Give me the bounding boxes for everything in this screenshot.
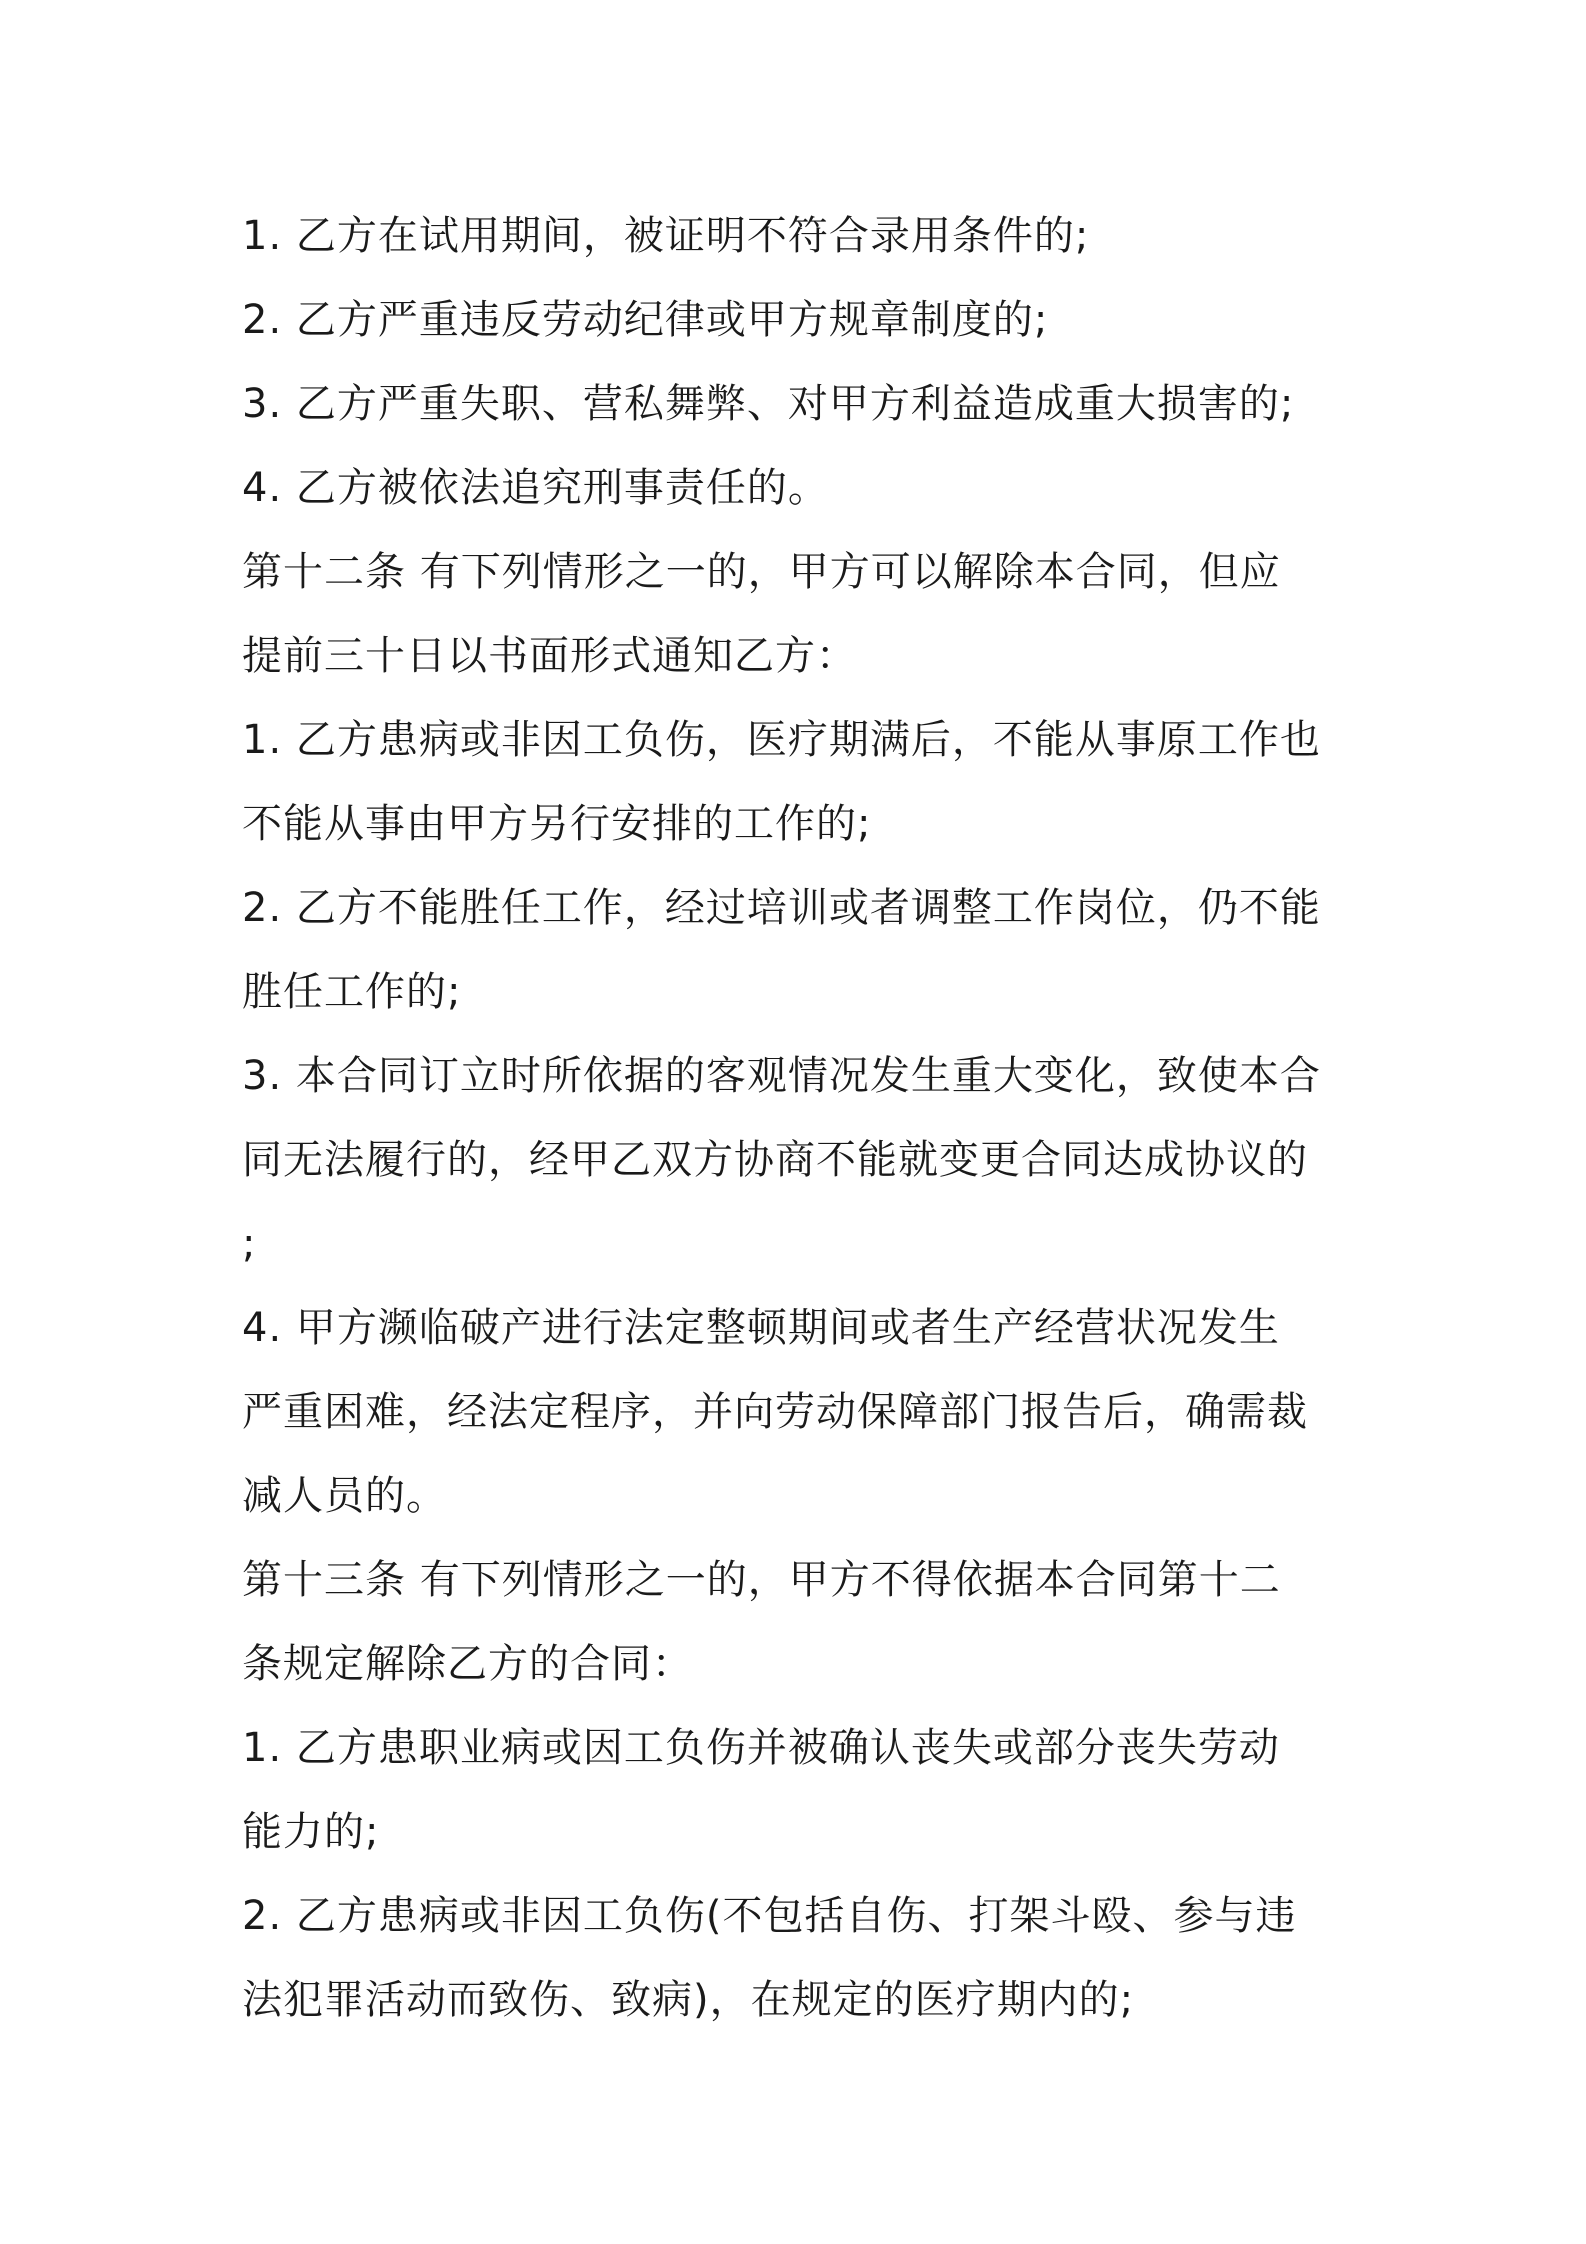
text-line: 能力的; — [242, 1809, 380, 1855]
text-line: 2. 乙方不能胜任工作，经过培训或者调整工作岗位，仍不能 — [242, 885, 1321, 931]
text-line: 减人员的。 — [242, 1473, 447, 1519]
text-line: 法犯罪活动而致伤、致病)，在规定的医疗期内的; — [242, 1977, 1135, 2023]
article-13-heading: 第十三条 有下列情形之一的，甲方不得依据本合同第十二 — [242, 1557, 1281, 1603]
text-line: 1. 乙方患职业病或因工负伤并被确认丧失或部分丧失劳动 — [242, 1725, 1280, 1771]
text-line: 严重困难，经法定程序，并向劳动保障部门报告后，确需裁 — [242, 1389, 1308, 1435]
text-line: 1. 乙方患病或非因工负伤，医疗期满后，不能从事原工作也 — [242, 717, 1321, 763]
text-line: 2. 乙方严重违反劳动纪律或甲方规章制度的; — [242, 297, 1049, 343]
text-line: 4. 乙方被依法追究刑事责任的。 — [242, 465, 829, 511]
text-line: 提前三十日以书面形式通知乙方： — [242, 633, 857, 679]
text-line: 3. 乙方严重失职、营私舞弊、对甲方利益造成重大损害的; — [242, 381, 1295, 427]
text-line: 条规定解除乙方的合同： — [242, 1641, 693, 1687]
text-line: 1. 乙方在试用期间，被证明不符合录用条件的; — [242, 213, 1090, 259]
text-line: 2. 乙方患病或非因工负伤(不包括自伤、打架斗殴、参与违 — [242, 1893, 1297, 1939]
text-line: ; — [242, 1221, 257, 1267]
text-line: 同无法履行的，经甲乙双方协商不能就变更合同达成协议的 — [242, 1137, 1308, 1183]
article-12-heading: 第十二条 有下列情形之一的，甲方可以解除本合同，但应 — [242, 549, 1281, 595]
contract-text — [242, 194, 1362, 2042]
text-line: 不能从事由甲方另行安排的工作的; — [242, 801, 872, 847]
text-line: 胜任工作的; — [242, 969, 462, 1015]
text-line: 3. 本合同订立时所依据的客观情况发生重大变化，致使本合 — [242, 1053, 1321, 1099]
text-line: 4. 甲方濒临破产进行法定整顿期间或者生产经营状况发生 — [242, 1305, 1280, 1351]
